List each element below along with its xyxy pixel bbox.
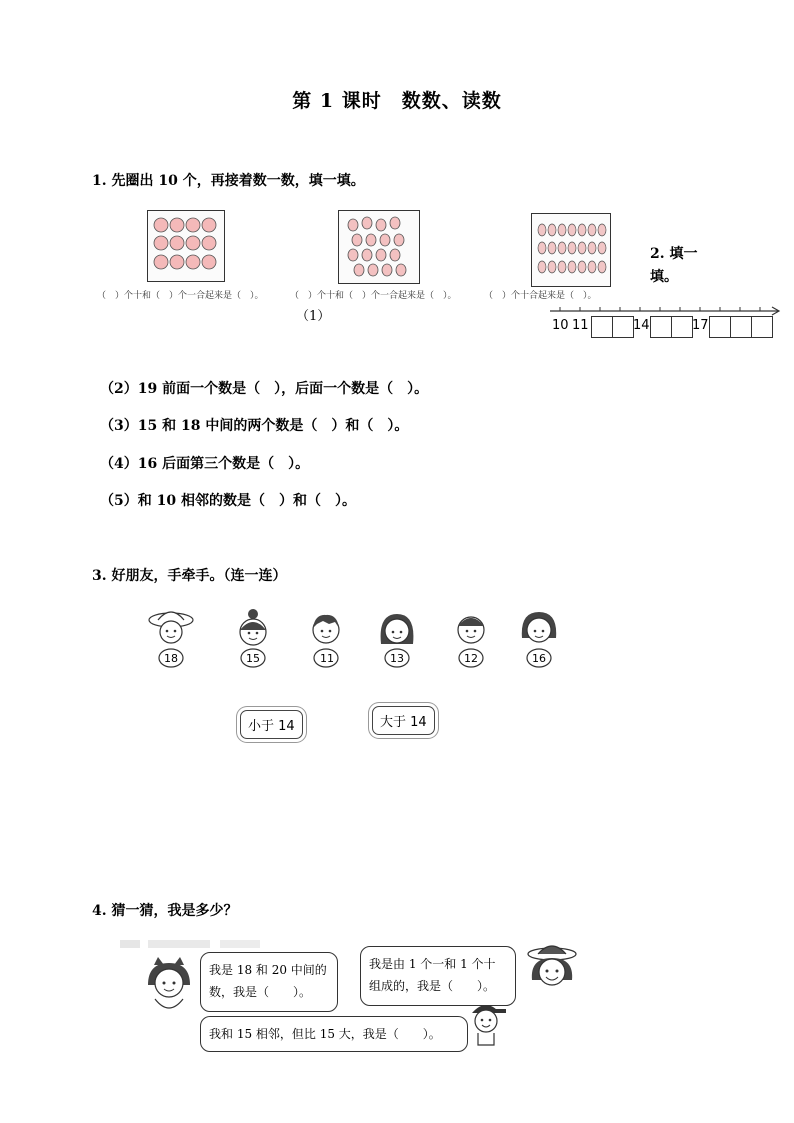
girl-hat-icon [522, 940, 582, 1002]
kid-number: 12 [464, 652, 478, 665]
numberline-label-11: 11 [572, 318, 589, 333]
kid-number: 16 [532, 652, 546, 665]
q3-heading: 3. 好朋友，手牵手。（连一连） [92, 568, 287, 584]
pears-illustration [532, 214, 610, 286]
numberline-blank-18[interactable] [709, 316, 731, 338]
kid-18[interactable] [146, 606, 196, 668]
q1-subnumber: （1） [296, 309, 331, 324]
strawberries-illustration [339, 211, 419, 283]
q2-sub2: （2）19 前面一个数是（ ），后面一个数是（ ）。 [100, 381, 429, 397]
strawberry-box [338, 210, 420, 284]
girl-cat-ears-icon [140, 955, 198, 1017]
numberline-blank-13[interactable] [612, 316, 634, 338]
bubble1-line2: 数，我是（ ）。 [209, 985, 312, 999]
page-title: 第 1 课时 数数、读数 [292, 90, 502, 112]
kid-15[interactable] [228, 606, 278, 668]
kid-number: 18 [164, 652, 178, 665]
kid-number: 13 [390, 652, 404, 665]
q2-sub3: （3）15 和 18 中间的两个数是（ ）和（ ）。 [100, 418, 409, 434]
q2-sub4: （4）16 后面第三个数是（ ）。 [100, 456, 310, 472]
bubble1-line1: 我是 18 和 20 中间的 [209, 963, 327, 977]
numberline-blank-15[interactable] [650, 316, 672, 338]
q2-sub5: （5）和 10 相邻的数是（ ）和（ ）。 [100, 493, 356, 509]
numberline-label-17: 17 [692, 318, 709, 333]
numberline-label-14: 14 [633, 318, 650, 333]
numberline-blank-16[interactable] [671, 316, 693, 338]
kid-number: 11 [320, 652, 334, 665]
numberline-blank-19[interactable] [730, 316, 752, 338]
q1-caption-1: （ ）个十和（ ）个一合起来是（ ）。 [97, 291, 264, 301]
bubble2-line2: 组成的，我是（ ）。 [369, 979, 496, 993]
boy-cap-icon [464, 995, 508, 1047]
q2-heading-line1: 2. 填一 [650, 246, 698, 262]
apple-box [147, 210, 225, 282]
blurred-watermark [120, 940, 260, 948]
numberline-label-10: 10 [552, 318, 569, 333]
q2-heading-line2: 填。 [650, 269, 678, 285]
q1-caption-3: （ ）个十合起来是（ ）。 [484, 291, 597, 301]
bubble3-text: 我和 15 相邻，但比 15 大，我是（ ）。 [209, 1027, 441, 1041]
kid-13[interactable] [372, 606, 422, 668]
numberline-blank-12[interactable] [591, 316, 613, 338]
kid-number: 15 [246, 652, 260, 665]
kid-12[interactable] [446, 606, 496, 668]
speech-bubble-1 [200, 952, 338, 1012]
pear-box [531, 213, 611, 287]
kid-11[interactable] [301, 606, 351, 668]
q1-caption-2: （ ）个十和（ ）个一合起来是（ ）。 [290, 291, 457, 301]
speech-bubble-3 [200, 1016, 468, 1052]
tag-less-than-14[interactable]: 小于 14 [240, 710, 303, 739]
q1-heading: 1. 先圈出 10 个，再接着数一数，填一填。 [92, 173, 365, 189]
number-line [548, 302, 784, 316]
kid-16[interactable] [514, 606, 564, 668]
numberline-blank-20[interactable] [751, 316, 773, 338]
bubble2-line1: 我是由 1 个一和 1 个十 [369, 957, 496, 971]
tag-greater-than-14[interactable]: 大于 14 [372, 706, 435, 735]
apples-illustration [148, 211, 224, 281]
q4-heading: 4. 猜一猜，我是多少？ [92, 903, 238, 919]
